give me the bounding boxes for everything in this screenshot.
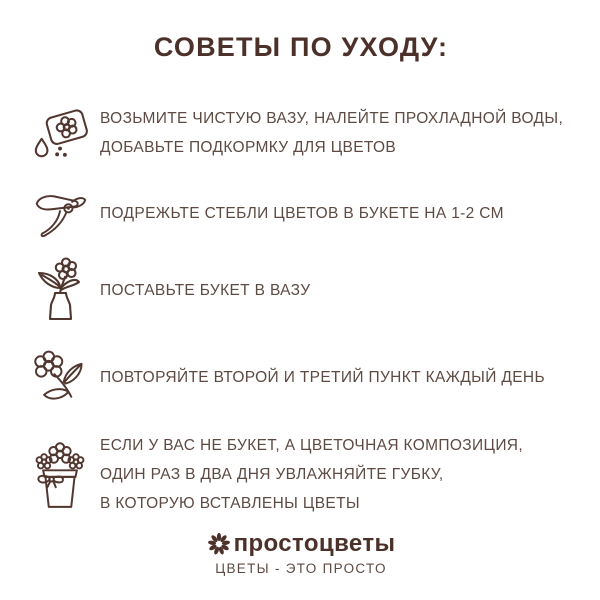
- tips-list: [30, 101, 572, 518]
- tip-text-3: [100, 276, 310, 305]
- flower-logo-icon: [207, 532, 231, 556]
- page-title: СОВЕТЫ ПО УХОДУ:: [153, 32, 449, 62]
- tip-row-5: [30, 431, 572, 518]
- tip-text-4: [100, 363, 545, 392]
- tip-2-line-1: ПОДРЕЖЬТЕ СТЕБЛИ ЦВЕТОВ В БУКЕТЕ НА 1-2 СМ: [100, 204, 504, 222]
- brand-logo: [30, 530, 572, 558]
- tip-row-4: [30, 348, 572, 406]
- tip-3-line-1: ПОСТАВЬТЕ БУКЕТ В ВАЗУ: [100, 281, 311, 299]
- brand-tagline: ЦВЕТЫ - ЭТО ПРОСТО: [215, 561, 387, 576]
- tip-4-line-1: ПОВТОРЯЙТЕ ВТОРОЙ И ТРЕТИЙ ПУНКТ КАЖДЫЙ ДЕНЬ: [100, 368, 545, 386]
- tip-row-3: [30, 257, 572, 323]
- tip-row-2: [30, 186, 572, 240]
- tip-1-line-2: ДОБАВЬТЕ ПОДКОРМКУ ДЛЯ ЦВЕТОВ: [100, 139, 397, 156]
- brand-footer: [30, 530, 572, 576]
- tip-5-line-2: ОДИН РАЗ В ДВА ДНЯ УВЛАЖНЯЙТЕ ГУБКУ,: [100, 466, 444, 483]
- flower-in-vase-icon: [30, 257, 100, 323]
- tip-text-2: [100, 199, 504, 228]
- flower-pot-icon: [30, 439, 100, 511]
- tip-text-1: [100, 104, 563, 162]
- tip-1-line-1: ВОЗЬМИТЕ ЧИСТУЮ ВАЗУ, НАЛЕЙТЕ ПРОХЛАДНОЙ ВОДЫ,: [100, 110, 564, 127]
- tip-5-line-3: В КОТОРУЮ ВСТАВЛЕНЫ ЦВЕТЫ: [100, 495, 360, 512]
- brand-name: простоцветы: [233, 530, 396, 557]
- tip-5-line-1: ЕСЛИ У ВАС НЕ БУКЕТ, А ЦВЕТОЧНАЯ КОМПОЗИЦИЯ,: [100, 437, 524, 454]
- flower-sprig-icon: [30, 348, 100, 406]
- fertilizer-packet-icon: [30, 101, 100, 165]
- pruning-shears-icon: [30, 186, 100, 240]
- tip-text-5: [100, 431, 523, 518]
- tip-row-1: [30, 101, 572, 165]
